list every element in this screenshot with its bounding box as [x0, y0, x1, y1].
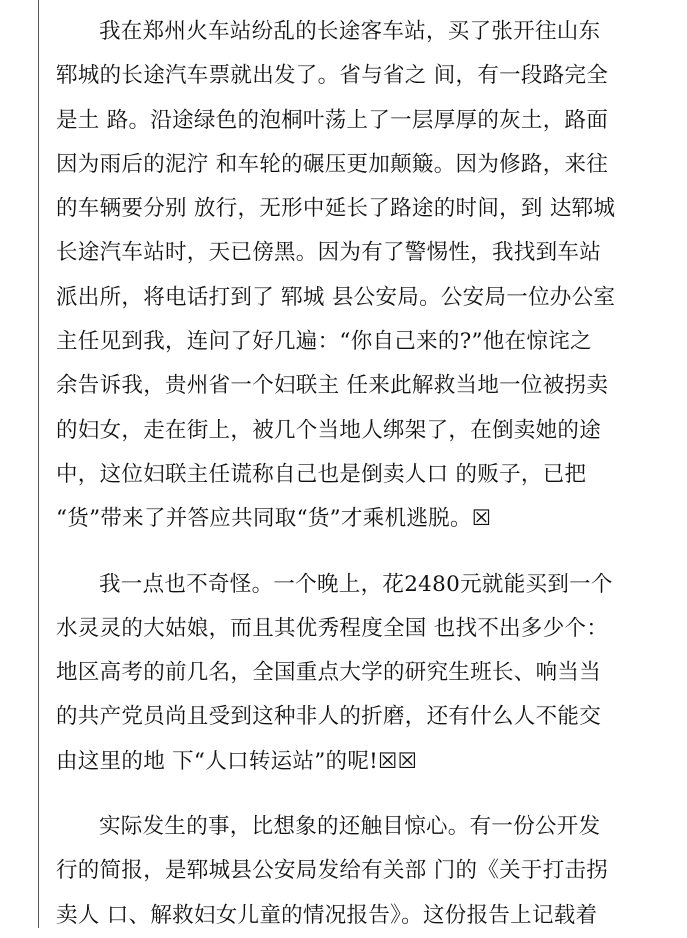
text-line: 水灵灵的大姑娘，而且其优秀程度全国 也找不出多少个：: [56, 615, 609, 641]
page-margin-rule: [38, 0, 39, 928]
text-line: 中，这位妇联主任谎称自己也是倒卖人口 的贩子，已把: [56, 461, 587, 487]
text-line: 的车辆要分别 放行，无形中延长了路途的时间，到 达郓城: [56, 196, 616, 222]
paragraph-1: [56, 10, 626, 542]
text-line: 的共产党员尚且受到这种非人的折磨，还有什么人不能交: [56, 704, 602, 730]
text-line: 主任见到我，连问了好几遍：“你自己来的?”他在惊诧之: [56, 329, 592, 355]
text-line: 因为雨后的泥泞 和车轮的碾压更加颠簸。因为修路，来往: [56, 151, 609, 177]
document-body: [56, 10, 626, 938]
text-line: 余告诉我，贵州省一个妇联主 任来此解救当地一位被拐卖: [56, 373, 609, 399]
paragraph-2: [56, 563, 626, 784]
text-line: 的妇女，走在街上，被几个当地人绑架了，在倒卖她的途: [56, 417, 602, 443]
text-line: 派出所，将电话打到了 郓城 县公安局。公安局一位办公室: [56, 284, 616, 310]
text-line: 郓城的长途汽车票就出发了。省与省之 间，有一段路完全: [56, 63, 609, 89]
text-line: 是土 路。沿途绿色的泡桐叶荡上了一层厚厚的灰土，路面: [56, 107, 609, 133]
text-line: 由这里的地 下“人口转运站”的呢!☒☒: [56, 748, 418, 774]
text-line: “货”带来了并答应共同取“货”才乘机逃脱。☒: [56, 506, 492, 532]
text-line: 我一点也不奇怪。一个晚上，花2480元就能买到一个: [99, 571, 613, 597]
text-line: 行的简报，是郓城县公安局发给有关部 门的《关于打击拐: [56, 858, 609, 884]
paragraph-3: [56, 805, 626, 938]
text-line: 实际发生的事，比想象的还触目惊心。有一份公开发: [99, 814, 601, 840]
text-line: 长途汽车站时，天已傍黑。因为有了警惕性，我找到车站: [56, 240, 602, 266]
text-line: 卖人 口、解救妇女儿童的情况报告》。这份报告上记载着: [56, 902, 598, 928]
text-line: 地区高考的前几名，全国重点大学的研究生班长、响当当: [56, 660, 602, 686]
text-line: 我在郑州火车站纷乱的长途客车站，买了张开往山东: [99, 19, 601, 44]
